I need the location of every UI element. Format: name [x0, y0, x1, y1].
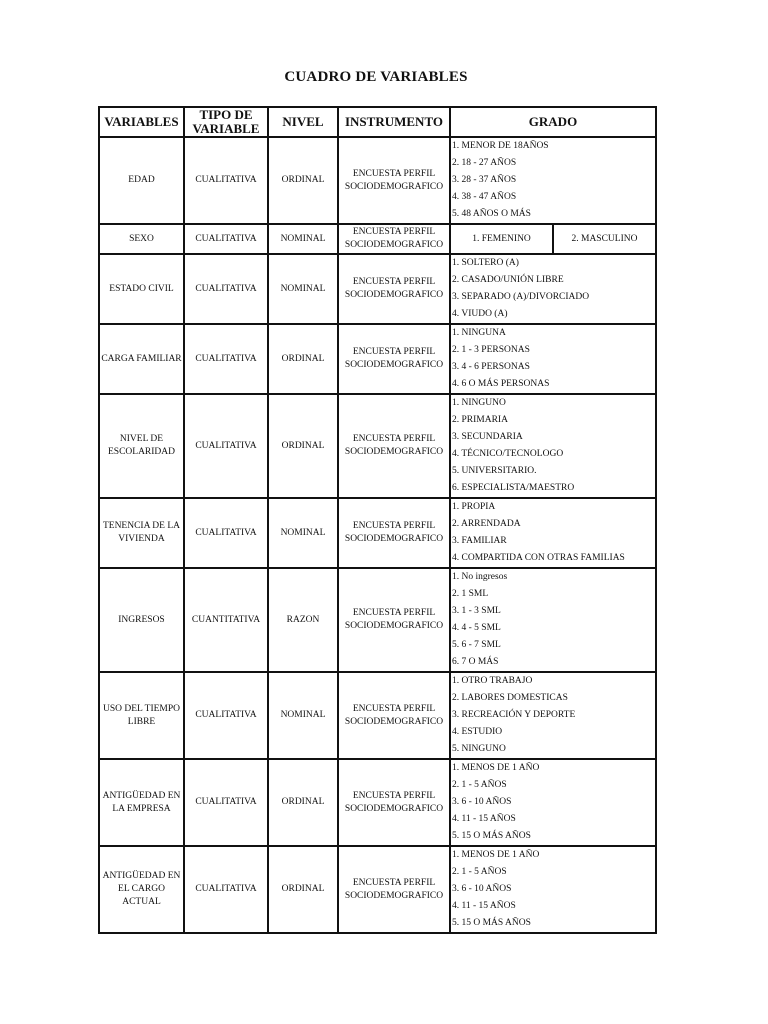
variable-cell: SEXO [99, 224, 184, 254]
grado-item: 5. UNIVERSITARIO. [452, 466, 537, 476]
grado-item: 2. 1 - 3 PERSONAS [452, 345, 530, 355]
nivel-cell: ORDINAL [268, 394, 338, 498]
grado-item: 1. MENOR DE 18AÑOS [452, 141, 549, 151]
variable-cell: ANTIGÜEDAD EN LA EMPRESA [99, 759, 184, 846]
grado-item: 1. SOLTERO (A) [452, 258, 519, 268]
grado-item: 4. TÉCNICO/TECNOLOGO [452, 449, 564, 459]
variables-table [98, 106, 657, 934]
table-row [99, 568, 656, 672]
table-row [99, 254, 656, 324]
nivel-cell: ORDINAL [268, 137, 338, 224]
variable-cell: ESTADO CIVIL [99, 254, 184, 324]
tipo-cell: CUALITATIVA [184, 254, 268, 324]
grado-item: 2. 1 - 5 AÑOS [452, 867, 507, 877]
nivel-cell: ORDINAL [268, 324, 338, 394]
grado-item: 2. 1 - 5 AÑOS [452, 780, 507, 790]
grado-item: 4. 11 - 15 AÑOS [452, 814, 516, 824]
table-body [99, 137, 656, 933]
grado-item: 2. PRIMARIA [452, 415, 508, 425]
grado-item: 4. 38 - 47 AÑOS [452, 192, 517, 202]
grado-item: 4. 4 - 5 SML [452, 623, 501, 633]
grado-item: 3. 1 - 3 SML [452, 606, 501, 616]
tipo-cell: CUANTITATIVA [184, 568, 268, 672]
variable-cell: ANTIGÜEDAD EN EL CARGO ACTUAL [99, 846, 184, 933]
grado-item: 5. 15 O MÁS AÑOS [452, 918, 531, 928]
grado-cell [450, 846, 656, 933]
grado-item: 1. PROPIA [452, 502, 496, 512]
tipo-cell: CUALITATIVA [184, 759, 268, 846]
table-row [99, 846, 656, 933]
table-row [99, 759, 656, 846]
grado-item: 4. 11 - 15 AÑOS [452, 901, 516, 911]
grado-item: 2. 18 - 27 AÑOS [452, 158, 517, 168]
grado-cell [450, 324, 656, 394]
grado-item: 3. 6 - 10 AÑOS [452, 797, 512, 807]
grado-item: 4. ESTUDIO [452, 727, 503, 737]
variable-cell: INGRESOS [99, 568, 184, 672]
grado-item: 1. MENOS DE 1 AÑO [452, 850, 540, 860]
nivel-cell: RAZON [268, 568, 338, 672]
nivel-cell: NOMINAL [268, 224, 338, 254]
grado-item: 5. NINGUNO [452, 744, 506, 754]
grado-item: 2. 1 SML [452, 589, 489, 599]
table-row [99, 672, 656, 759]
variable-cell: USO DEL TIEMPO LIBRE [99, 672, 184, 759]
grado-item: 1. OTRO TRABAJO [452, 676, 533, 686]
grado-cell [450, 224, 656, 254]
nivel-cell: NOMINAL [268, 498, 338, 568]
tipo-cell: CUALITATIVA [184, 137, 268, 224]
table-row [99, 324, 656, 394]
grado-cell [450, 672, 656, 759]
grado-item: 1. No ingresos [452, 572, 508, 582]
grado-cell [450, 254, 656, 324]
instrumento-cell: ENCUESTA PERFIL SOCIODEMOGRAFICO [338, 568, 450, 672]
grado-item: 5. 6 - 7 SML [452, 640, 501, 650]
grado-item: 2. MASCULINO [552, 225, 655, 253]
table-row [99, 394, 656, 498]
nivel-cell: ORDINAL [268, 759, 338, 846]
header-instrumento: INSTRUMENTO [338, 107, 450, 137]
header-grado: GRADO [450, 107, 656, 137]
variable-cell: EDAD [99, 137, 184, 224]
table-row [99, 137, 656, 224]
instrumento-cell: ENCUESTA PERFIL SOCIODEMOGRAFICO [338, 324, 450, 394]
table-row [99, 498, 656, 568]
grado-cell [450, 759, 656, 846]
table-row [99, 224, 656, 254]
grado-item: 2. ARRENDADA [452, 519, 521, 529]
grado-item: 3. FAMILIAR [452, 536, 507, 546]
tipo-cell: CUALITATIVA [184, 324, 268, 394]
nivel-cell: NOMINAL [268, 672, 338, 759]
grado-item: 1. NINGUNA [452, 328, 506, 338]
instrumento-cell: ENCUESTA PERFIL SOCIODEMOGRAFICO [338, 254, 450, 324]
grado-item: 3. SECUNDARIA [452, 432, 523, 442]
tipo-cell: CUALITATIVA [184, 672, 268, 759]
grado-item: 3. SEPARADO (A)/DIVORCIADO [452, 292, 590, 302]
grado-item: 5. 15 O MÁS AÑOS [452, 831, 531, 841]
grado-item: 5. 48 AÑOS O MÁS [452, 209, 531, 219]
grado-item: 3. RECREACIÓN Y DEPORTE [452, 710, 576, 720]
grado-item: 3. 28 - 37 AÑOS [452, 175, 517, 185]
grado-item: 2. CASADO/UNIÓN LIBRE [452, 275, 564, 285]
instrumento-cell: ENCUESTA PERFIL SOCIODEMOGRAFICO [338, 137, 450, 224]
grado-item: 3. 4 - 6 PERSONAS [452, 362, 530, 372]
variable-cell: TENENCIA DE LA VIVIENDA [99, 498, 184, 568]
grado-item: 1. MENOS DE 1 AÑO [452, 763, 540, 773]
instrumento-cell: ENCUESTA PERFIL SOCIODEMOGRAFICO [338, 394, 450, 498]
header-tipo-de-variable: TIPO DE VARIABLE [184, 107, 268, 137]
tipo-cell: CUALITATIVA [184, 394, 268, 498]
header-row [99, 107, 656, 137]
page-title: CUADRO DE VARIABLES [284, 69, 468, 85]
instrumento-cell: ENCUESTA PERFIL SOCIODEMOGRAFICO [338, 672, 450, 759]
grado-item: 6. ESPECIALISTA/MAESTRO [452, 483, 575, 493]
grado-item: 3. 6 - 10 AÑOS [452, 884, 512, 894]
grado-item: 4. COMPARTIDA CON OTRAS FAMILIAS [452, 553, 625, 563]
grado-item: 6. 7 O MÁS [452, 657, 499, 667]
grado-cell [450, 498, 656, 568]
nivel-cell: ORDINAL [268, 846, 338, 933]
grado-item: 4. VIUDO (A) [452, 309, 508, 319]
grado-cell [450, 568, 656, 672]
nivel-cell: NOMINAL [268, 254, 338, 324]
variable-cell: NIVEL DE ESCOLARIDAD [99, 394, 184, 498]
grado-item: 4. 6 O MÁS PERSONAS [452, 379, 550, 389]
instrumento-cell: ENCUESTA PERFIL SOCIODEMOGRAFICO [338, 498, 450, 568]
header-variables: VARIABLES [99, 107, 184, 137]
grado-item: 2. LABORES DOMESTICAS [452, 693, 568, 703]
header-nivel: NIVEL [268, 107, 338, 137]
instrumento-cell: ENCUESTA PERFIL SOCIODEMOGRAFICO [338, 846, 450, 933]
grado-item: 1. FEMENINO [472, 234, 531, 244]
grado-item: 1. NINGUNO [452, 398, 506, 408]
variable-cell: CARGA FAMILIAR [99, 324, 184, 394]
tipo-cell: CUALITATIVA [184, 224, 268, 254]
instrumento-cell: ENCUESTA PERFIL SOCIODEMOGRAFICO [338, 224, 450, 254]
grado-cell [450, 137, 656, 224]
grado-cell [450, 394, 656, 498]
tipo-cell: CUALITATIVA [184, 846, 268, 933]
tipo-cell: CUALITATIVA [184, 498, 268, 568]
instrumento-cell: ENCUESTA PERFIL SOCIODEMOGRAFICO [338, 759, 450, 846]
